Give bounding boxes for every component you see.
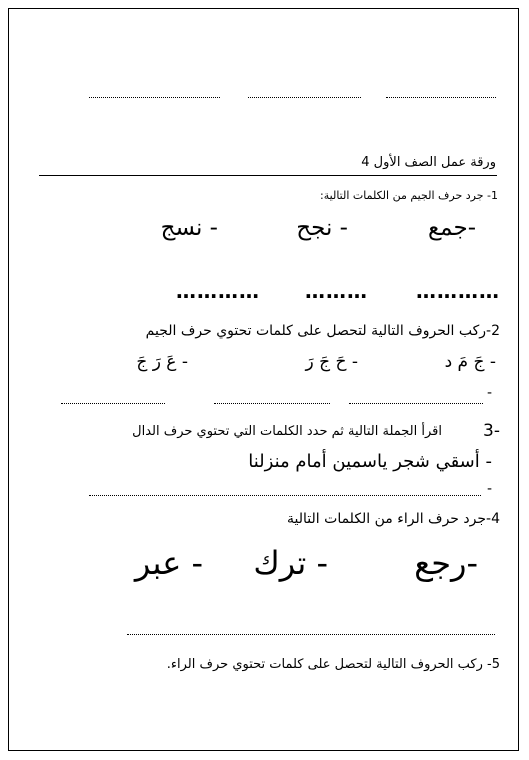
q3-answer-dash: - <box>486 481 492 497</box>
q1-word-2: - نجح <box>296 215 348 241</box>
q2-answer-line-2[interactable] <box>214 403 330 404</box>
q3-sentence: - أسقي شجر ياسمين أمام منزلنا <box>248 451 492 472</box>
top-line-right <box>386 97 496 98</box>
q2-letters-1: - جَ مَ د <box>444 352 496 372</box>
q2-answer-line-1[interactable] <box>349 403 483 404</box>
q4-word-2: - ترك <box>253 544 328 582</box>
q1-answer-dots-3[interactable]: ………… <box>176 279 260 303</box>
q4-word-1: -رجع <box>414 544 478 582</box>
q1-word-3: - نسج <box>160 215 218 241</box>
q1-word-1: -جمع <box>427 215 476 241</box>
question-4-instruction: 4-جرد حرف الراء من الكلمات التالية <box>287 511 500 527</box>
q2-letters-3: - عَ رَ جَ <box>136 352 188 372</box>
q2-answer-dash: - <box>486 385 492 401</box>
q1-answer-dots-2[interactable]: ……… <box>305 279 368 303</box>
q2-answer-line-3[interactable] <box>61 403 165 404</box>
question-1-instruction: 1- جرد حرف الجيم من الكلمات التالية: <box>320 189 498 202</box>
question-2-instruction: 2-ركب الحروف التالية لتحصل على كلمات تحتوي حرف الجيم <box>145 323 500 339</box>
question-5-instruction: 5- ركب الحروف التالية لتحصل على كلمات تحتوي حرف الراء. <box>166 657 500 672</box>
q3-answer-line[interactable] <box>89 495 481 496</box>
question-3-instruction: اقرأ الجملة التالية ثم حدد الكلمات التي تحتوي حرف الدال <box>132 424 442 439</box>
q2-letters-2: - حَ جَ رَ <box>305 352 358 372</box>
top-line-left <box>89 97 220 98</box>
q1-answer-dots-1[interactable]: ………… <box>416 279 500 303</box>
top-line-middle <box>248 97 361 98</box>
worksheet-title: ورقة عمل الصف الأول 4 <box>361 155 496 170</box>
q4-word-3: - عبر <box>134 544 203 582</box>
question-3-number: 3- <box>483 421 500 441</box>
header-divider <box>39 175 497 176</box>
worksheet-page <box>8 8 519 751</box>
q4-answer-line[interactable] <box>127 634 495 635</box>
